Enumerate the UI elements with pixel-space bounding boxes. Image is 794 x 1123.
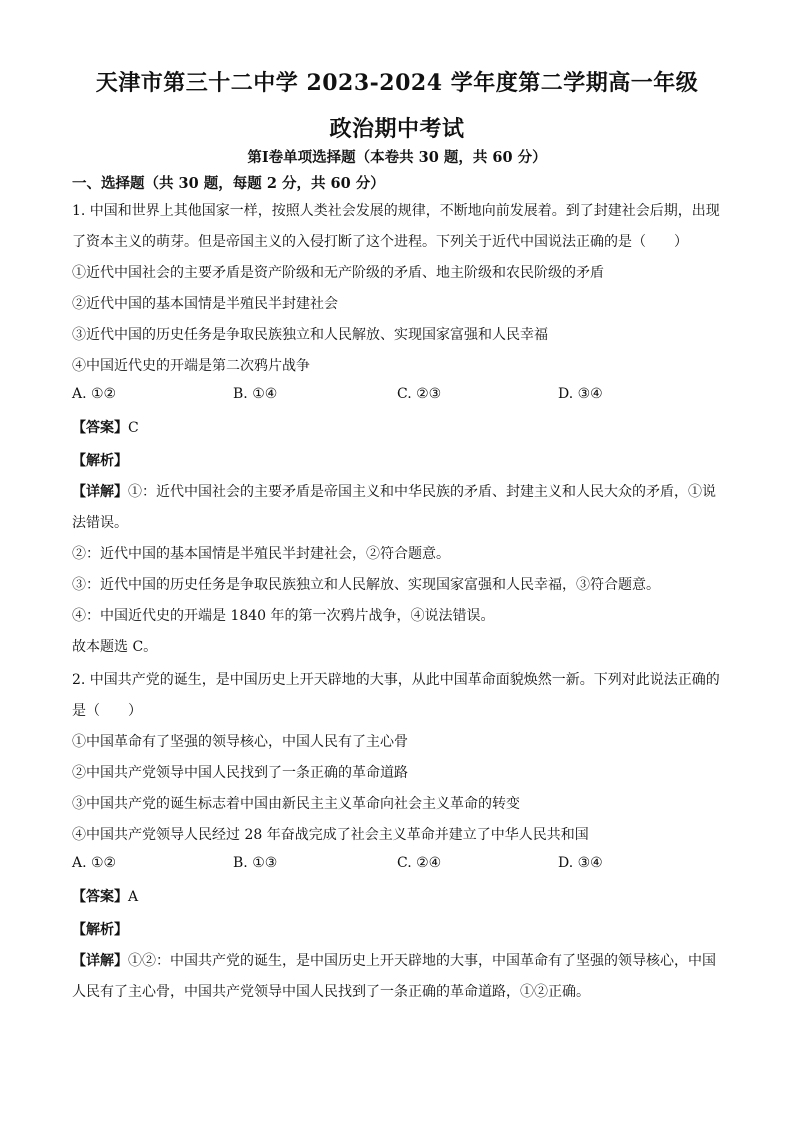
q1-analysis-tag [72, 450, 732, 470]
detail-tag: 【详解】 [72, 953, 128, 969]
answer-tag: 【答案】 [72, 889, 128, 905]
q2-analysis-tag [72, 919, 732, 939]
q1-option-d: D. ③④ [558, 386, 603, 402]
q2-statement-3: ③中国共产党的诞生标志着中国由新民主主义革命向社会主义革命的转变 [72, 796, 520, 812]
q1-statement-2: ②近代中国的基本国情是半殖民半封建社会 [72, 296, 338, 312]
q2-statement-2: ②中国共产党领导中国人民找到了一条正确的革命道路 [72, 765, 408, 781]
q2-detail-line1 [72, 950, 732, 970]
q1-detail-2: ②：近代中国的基本国情是半殖民半封建社会，②符合题意。 [72, 546, 450, 562]
q1-statement-1: ①近代中国社会的主要矛盾是资产阶级和无产阶级的矛盾、地主阶级和农民阶级的矛盾 [72, 265, 604, 281]
q1-conclusion: 故本题选 C。 [72, 639, 158, 655]
q1-detail-4: ④：中国近代史的开端是 1840 年的第一次鸦片战争，④说法错误。 [72, 608, 495, 624]
answer-value: A [128, 889, 139, 905]
q1-stem-line2: 了资本主义的萌芽。但是帝国主义的入侵打断了这个进程。下列关于近代中国说法正确的是（ ） [72, 234, 688, 250]
q2-stem-line2: 是（ ） [72, 703, 142, 719]
q2-stem-line1: 2. 中国共产党的诞生，是中国历史上开天辟地的大事，从此中国革命面貌焕然一新。下列对此说法正确的 [72, 672, 720, 688]
q1-option-c: C. ②③ [397, 386, 442, 402]
analysis-tag: 【解析】 [72, 453, 128, 469]
detail-text: ①②：中国共产党的诞生，是中国历史上开天辟地的大事，中国革命有了坚强的领导核心，中国 [128, 953, 716, 969]
answer-tag: 【答案】 [72, 420, 128, 436]
q2-statement-1: ①中国革命有了坚强的领导核心，中国人民有了主心骨 [72, 734, 408, 750]
detail-tag: 【详解】 [72, 484, 128, 500]
answer-value: C [128, 420, 139, 436]
q1-option-a: A. ①② [72, 386, 117, 402]
q2-answer [72, 886, 732, 906]
q2-option-c: C. ②④ [397, 855, 442, 871]
detail-text: ①：近代中国社会的主要矛盾是帝国主义和中华民族的矛盾、封建主义和人民大众的矛盾，①说 [128, 484, 716, 500]
exam-title-line2: 政治期中考试 [329, 116, 465, 142]
paper-subtitle: 第Ⅰ卷单项选择题（本卷共 30 题，共 60 分） [247, 149, 547, 166]
exam-title-line1: 天津市第三十二中学 2023-2024 学年度第二学期高一年级 [95, 70, 699, 96]
q1-detail-3: ③：近代中国的历史任务是争取民族独立和人民解放、实现国家富强和人民幸福，③符合题意。 [72, 577, 660, 593]
q2-option-d: D. ③④ [558, 855, 603, 871]
q1-option-b: B. ①④ [233, 386, 278, 402]
q2-option-b: B. ①③ [233, 855, 278, 871]
q2-statement-4: ④中国共产党领导人民经过 28 年奋战完成了社会主义革命并建立了中华人民共和国 [72, 827, 589, 843]
q1-stem-line1: 1. 中国和世界上其他国家一样，按照人类社会发展的规律，不断地向前发展着。到了封建社会后期，出现 [72, 203, 720, 219]
q2-option-a: A. ①② [72, 855, 117, 871]
q1-detail-line2: 法错误。 [72, 515, 128, 531]
q2-detail-line2: 人民有了主心骨，中国共产党领导中国人民找到了一条正确的革命道路，①②正确。 [72, 984, 590, 1000]
analysis-tag: 【解析】 [72, 922, 128, 938]
q1-detail-line1 [72, 481, 732, 501]
q1-statement-3: ③近代中国的历史任务是争取民族独立和人民解放、实现国家富强和人民幸福 [72, 327, 548, 343]
q1-answer [72, 417, 732, 437]
section-heading: 一、选择题（共 30 题，每题 2 分，共 60 分） [72, 175, 385, 192]
q1-statement-4: ④中国近代史的开端是第二次鸦片战争 [72, 358, 310, 374]
